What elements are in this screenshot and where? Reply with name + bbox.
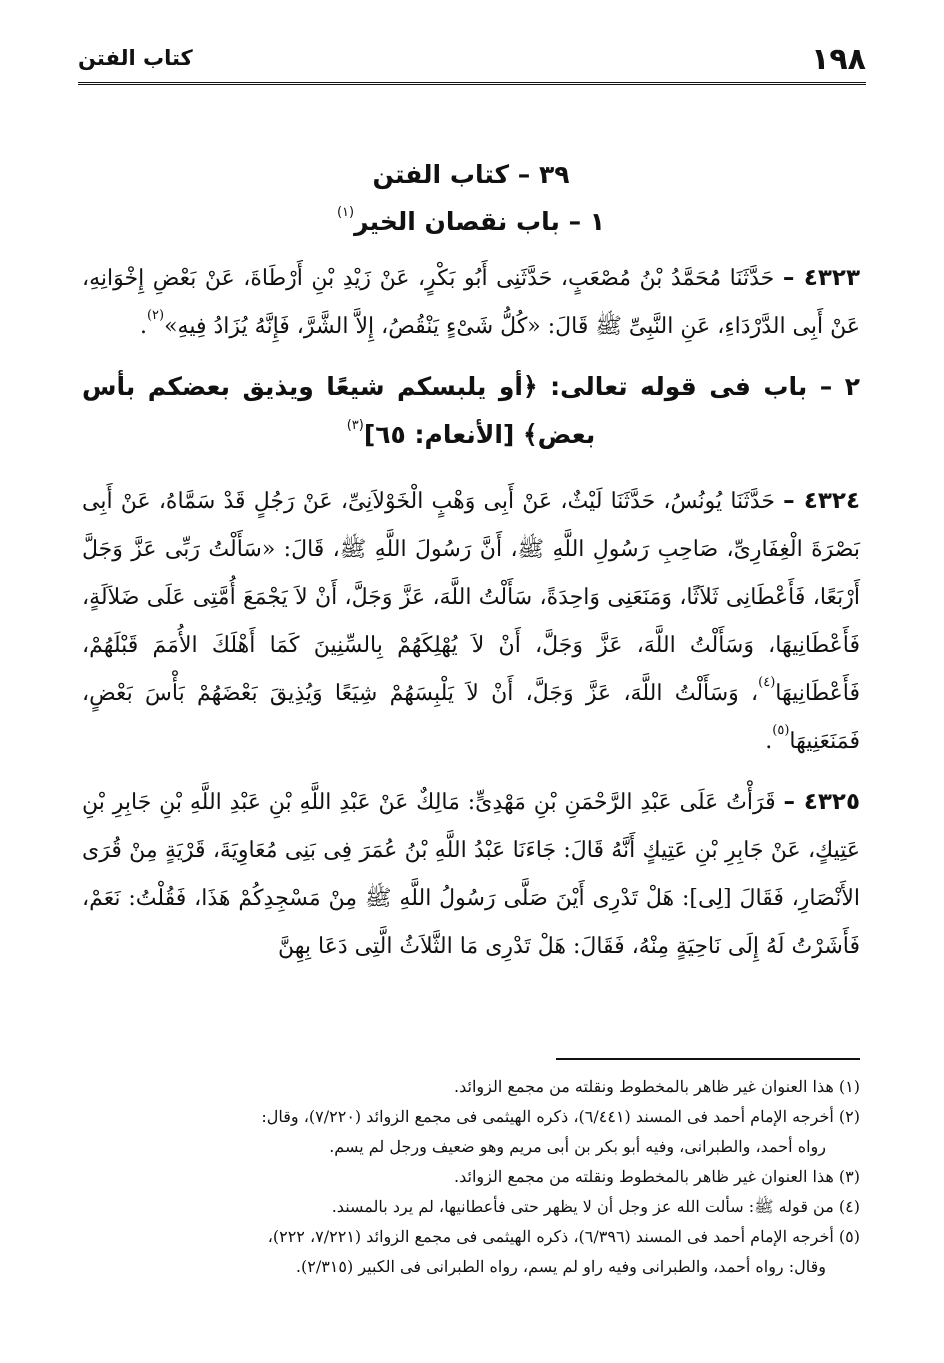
footnote-item — [82, 1192, 860, 1222]
footnote-continuation — [82, 1252, 860, 1282]
chapter-title: ١ – باب نقصان الخير — [354, 207, 606, 236]
hadith-paragraph — [82, 477, 860, 766]
hadith-text: حَدَّثَنَا مُحَمَّدُ بْنُ مُصْعَبٍ، حَدَّثَنِى أَبُو بَكْرٍ، عَنْ زَيْدِ بْنِ أَرْطَاةَ، عَنْ بَعْضِ إِخْوَانِهِ، عَنْ أَبِى الدَّرْدَاءِ، عَنِ النَّبِىِّ ﷺ قَالَ: «كُلُّ شَىْءٍ يَنْقُصُ، إِلاَّ الشَّرَّ، فَإِنَّهُ يُزَادُ فِيهِ» — [82, 266, 860, 339]
footnote-text: أخرجه الإمام أحمد فى المسند (٦/٣٩٦)، ذكره الهيثمى فى مجمع الزوائد (٧/٢٢١، ٢٢٢)، — [267, 1227, 834, 1246]
footnote-text: من قوله ﷺ: سألت الله عز وجل أن لا يظهر حتى فأعطانيها، لم يرد بالمسند. — [331, 1197, 834, 1216]
footnote-text: رواه أحمد، والطبرانى، وفيه أبو بكر بن أبى مريم وهو ضعيف ورجل لم يسم. — [329, 1137, 826, 1156]
hadith-paragraph — [82, 778, 860, 971]
hadith-end: . — [139, 314, 147, 339]
footnote-ref[interactable]: (٤) — [758, 675, 776, 690]
hadith-number: ٤٣٢٥ – — [783, 789, 860, 815]
footnote-marker: (٥) — [838, 1227, 860, 1246]
hadith-paragraph — [82, 254, 860, 351]
footnote-ref[interactable]: (٢) — [146, 308, 165, 323]
chapter-heading — [82, 363, 860, 459]
footnote-text: وقال: رواه أحمد، والطبرانى وفيه راو لم يسم، رواه الطبرانى فى الكبير (٢/٣١٥). — [295, 1257, 826, 1276]
chapter-title: ٢ – باب فى قوله تعالى: ﴿أو يلبسكم شيعًا ويذيق بعضكم بأس بعض﴾ [الأنعام: ٦٥] — [82, 372, 860, 449]
hadith-number: ٤٣٢٣ – — [782, 265, 860, 291]
footnote-item — [82, 1102, 860, 1132]
hadith-end: . — [765, 729, 773, 754]
footnote-ref[interactable]: (٣) — [346, 418, 364, 433]
running-header — [78, 40, 866, 85]
footnote-continuation — [82, 1132, 860, 1162]
footnote-item — [82, 1162, 860, 1192]
hadith-text: حَدَّثَنَا يُونُسُ، حَدَّثَنَا لَيْثٌ، عَنْ أَبِى وَهْبٍ الْخَوْلاَنِىِّ، عَنْ رَجُلٍ قَدْ سَمَّاهُ، عَنْ أَبِى بَصْرَةَ الْغِفَارِىِّ، صَاحِبِ رَسُولِ اللَّهِ ﷺ، أَنَّ رَسُولَ اللَّهِ ﷺ، قَالَ: «سَأَلْتُ رَبِّى عَزَّ وَجَلَّ أَرْبَعًا، فَأَعْطَانِى ثَلاَثًا، وَمَنَعَنِى وَاحِدَةً، سَأَلْتُ اللَّهَ، عَزَّ وَجَلَّ، أَنْ لاَ يَجْمَعَ أُمَّتِى عَلَى ضَلاَلَةٍ، فَأَعْطَانِيهَا، وَسَأَلْتُ اللَّهَ، عَزَّ وَجَلَّ، أَنْ لاَ يُهْلِكَهُمْ بِالسِّنِينَ كَمَا أَهْلَكَ الأُمَمَ قَبْلَهُمْ، فَأَعْطَانِيهَا — [82, 489, 860, 706]
chapter-heading — [82, 207, 860, 236]
running-title: كتاب الفتن — [78, 46, 193, 70]
footnote-item — [82, 1222, 860, 1252]
book-title: ٣٩ – كتاب الفتن — [372, 160, 570, 189]
hadith-text: قَرَأْتُ عَلَى عَبْدِ الرَّحْمَنِ بْنِ مَهْدِىٍّ: مَالِكٌ عَنْ عَبْدِ اللَّهِ بْنِ عَبْدِ اللَّهِ بْنِ جَابِرِ بْنِ عَتِيكٍ، عَنْ جَابِرِ بْنِ عَتِيكٍ أَنَّهُ قَالَ: جَاءَنَا عَبْدُ اللَّهِ بْنُ عُمَرَ فِى بَنِى مُعَاوِيَةَ، قَرْيَةٍ مِنْ قُرَى الأَنْصَارِ، فَقَالَ [لِى]: هَلْ تَدْرِى أَيْنَ صَلَّى رَسُولُ اللَّهِ ﷺ مِنْ مَسْجِدِكُمْ هَذَا، فَقُلْتُ: نَعَمْ، فَأَشَرْتُ لَهُ إِلَى نَاحِيَةٍ مِنْهُ، فَقَالَ: هَلْ تَدْرِى مَا الثَّلاَثُ الَّتِى دَعَا بِهِنَّ — [82, 790, 860, 959]
footnote-text: أخرجه الإمام أحمد فى المسند (٦/٤٤١)، ذكره الهيثمى فى مجمع الزوائد (٧/٢٢٠)، وقال: — [261, 1107, 834, 1126]
footnote-marker: (٢) — [838, 1107, 860, 1126]
footnote-marker: (١) — [838, 1077, 860, 1096]
footnote-ref[interactable]: (١) — [336, 205, 355, 220]
footnote-marker: (٤) — [838, 1197, 860, 1216]
footnotes-section — [82, 1058, 860, 1282]
footnote-item — [82, 1072, 860, 1102]
main-content — [82, 160, 860, 983]
hadith-text-continued: ، وَسَأَلْتُ اللَّهَ، عَزَّ وَجَلَّ، أَنْ لاَ يَلْبِسَهُمْ شِيَعًا وَيُذِيقَ بَعْضَهُمْ بَأْسَ بَعْضٍ، فَمَنَعَنِيهَا — [82, 681, 860, 754]
footnote-text: هذا العنوان غير ظاهر بالمخطوط ونقلته من مجمع الزوائد. — [454, 1077, 834, 1096]
hadith-number: ٤٣٢٤ – — [783, 488, 860, 514]
footnote-divider — [556, 1058, 860, 1060]
footnote-ref[interactable]: (٥) — [772, 723, 790, 738]
footnote-text: هذا العنوان غير ظاهر بالمخطوط ونقلته من مجمع الزوائد. — [454, 1167, 834, 1186]
footnote-marker: (٣) — [838, 1167, 860, 1186]
page-number: ١٩٨ — [811, 42, 866, 77]
